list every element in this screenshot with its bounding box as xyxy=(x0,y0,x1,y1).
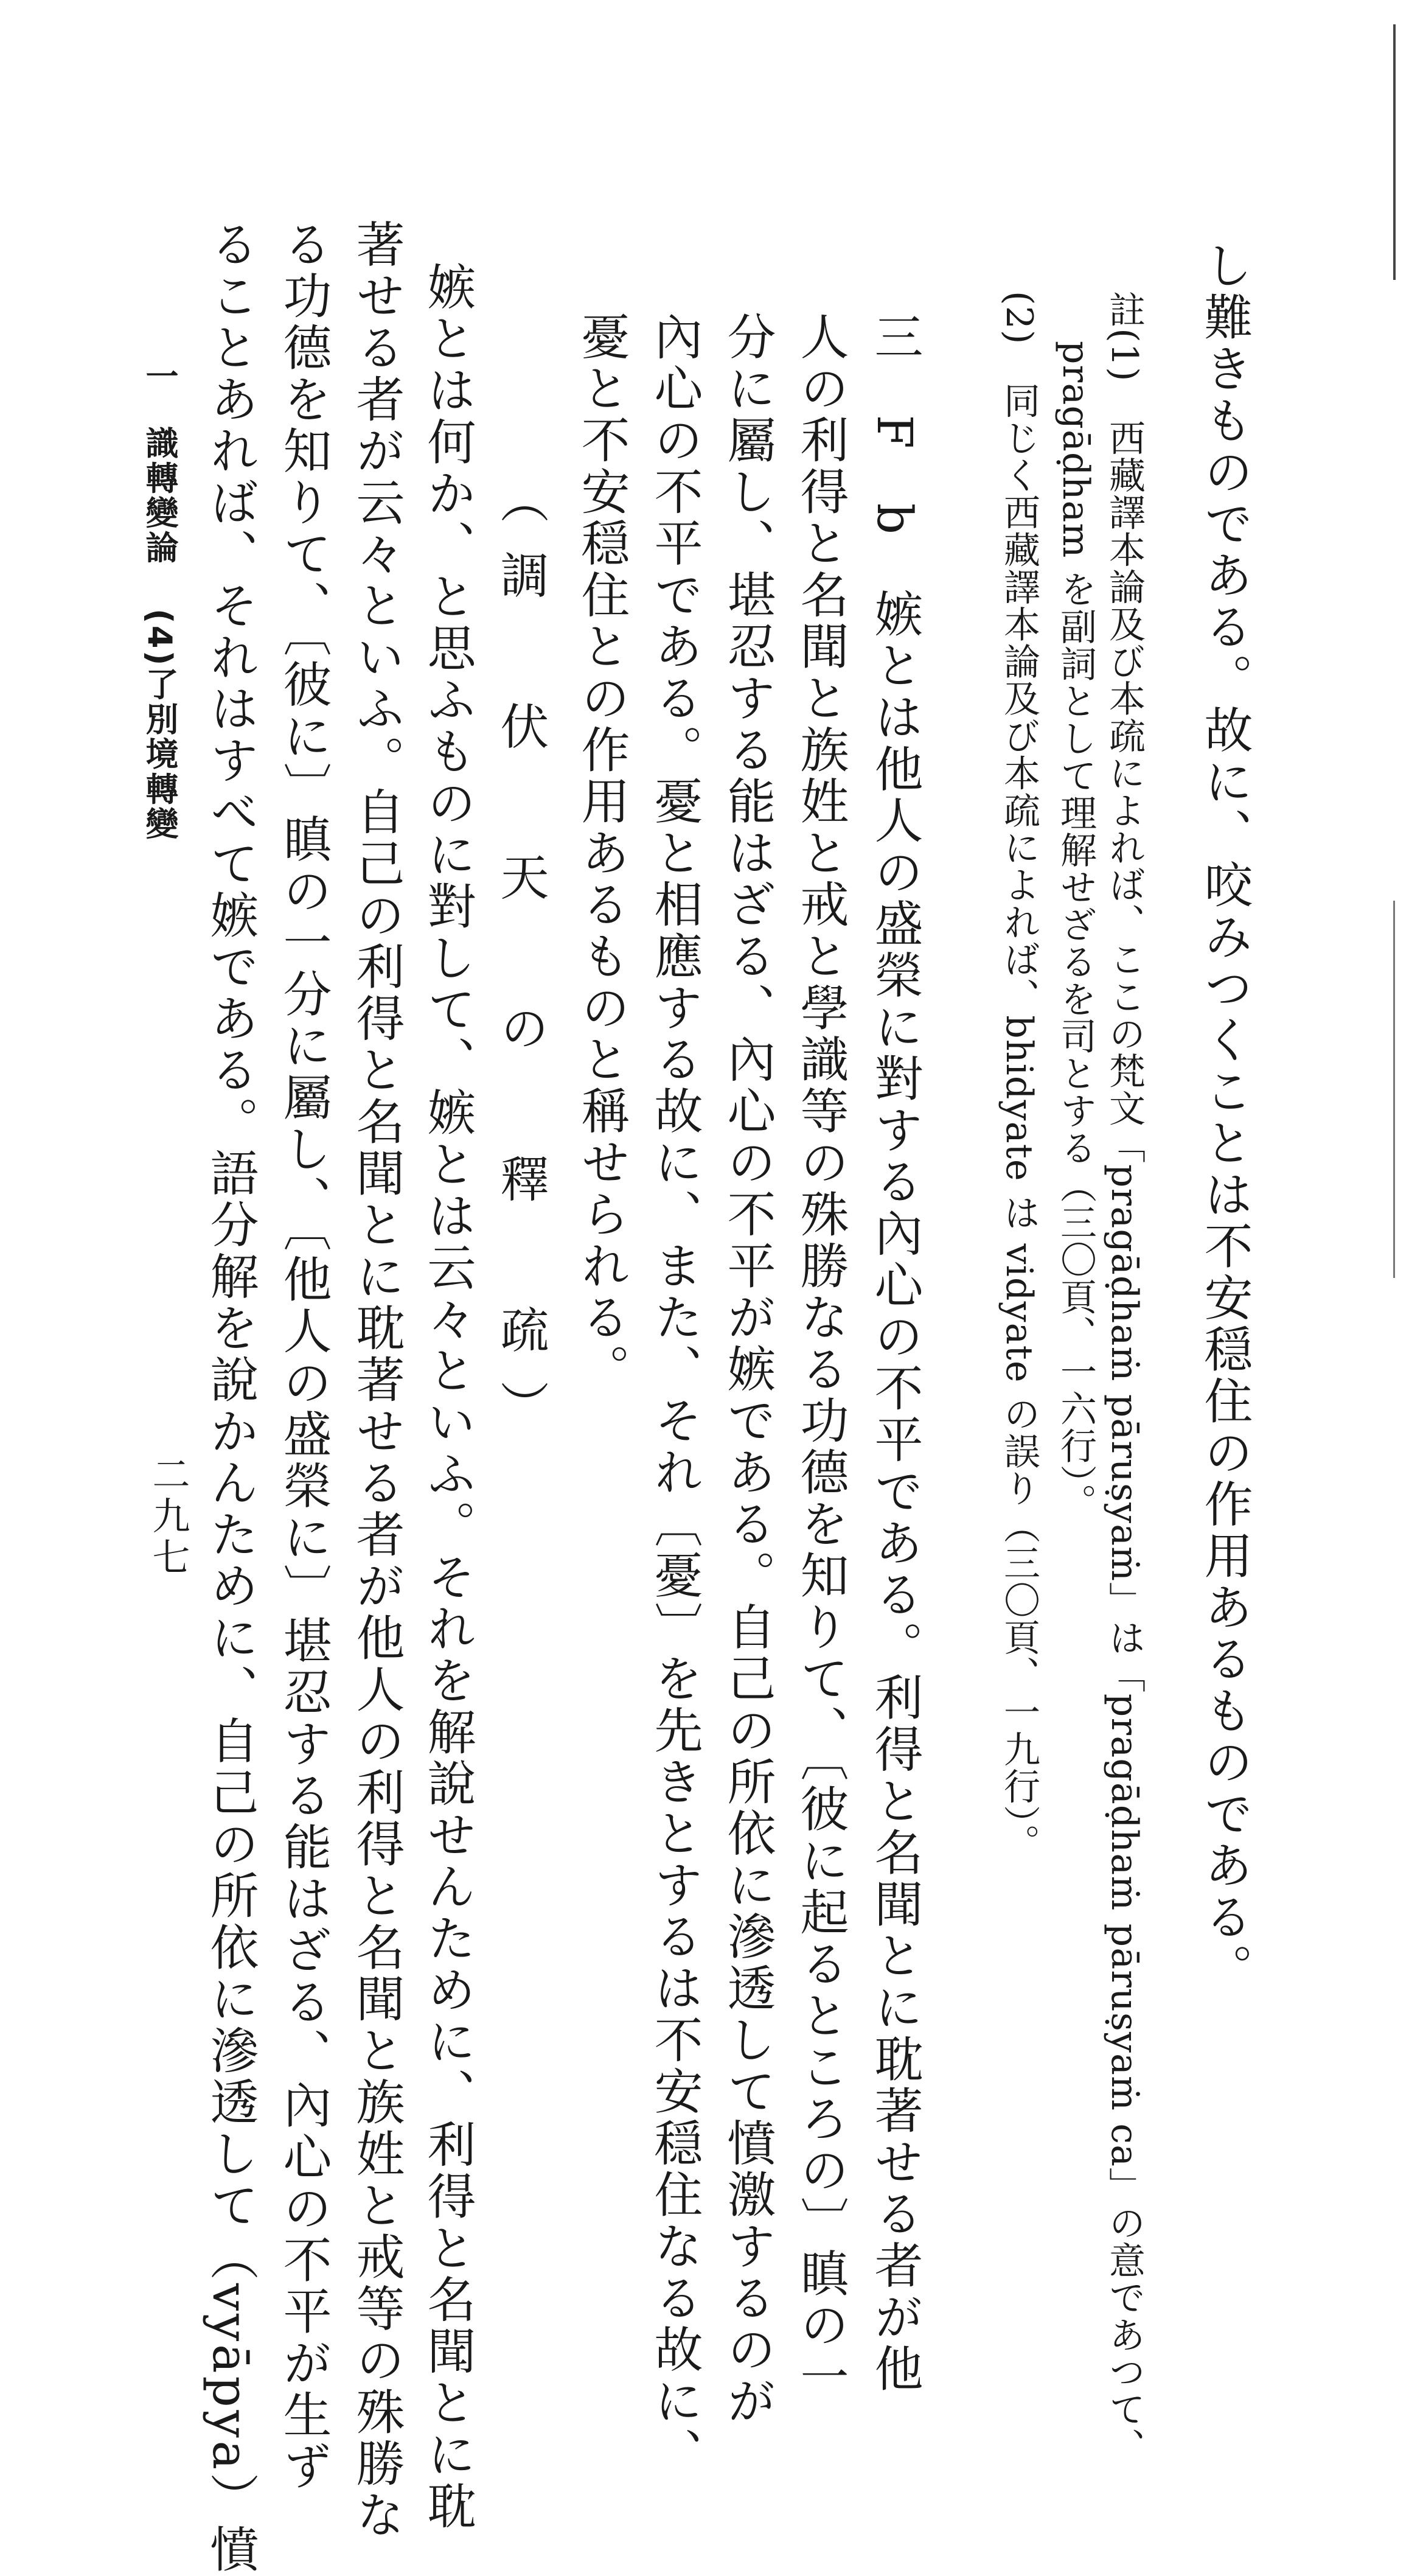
scan-edge-line xyxy=(1393,901,1395,1278)
body-line-2: 三 F b 嫉とは他人の盛榮に對する內心の不平である。利得と名聞とに耽著せる者が他 xyxy=(866,312,923,2395)
footnote-2: (2) 同じく西藏譯本論及び本疏によれば、bhidyate は vidyate の誤り（三〇頁、一九行）。 xyxy=(998,291,1040,1862)
page-number: 二九七 xyxy=(146,1454,190,1579)
body-line-9: る功德を知りて、〔彼に〕瞋の一分に屬し、〔他人の盛榮に〕堪忍する能はざる、內心の不平が生ず xyxy=(275,219,332,2493)
body-line-8: 著せる者が云々といふ。自己の利得と名聞とに耽著せる者が他人の利得と名聞と族姓と戒等の殊勝な xyxy=(348,219,405,2541)
body-line-10: ることあれば、それはすべて嫉である。語分解を說かんために、自己の所依に滲透して（vyāpya）憤 xyxy=(202,219,259,2576)
chapter-mark: 一 xyxy=(141,359,179,394)
body-line-3: 人の利得と名聞と族姓と戒と學識等の殊勝なる功德を知りて、〔彼に起るところの〕瞋の一 xyxy=(792,312,849,2403)
footnote-1: 註(1) 西藏譯本論及び本疏によれば、ここの梵文「pragāḍhaṁ pāruṣyaṁ」は「pragāḍhaṁ pāruṣyaṁ ca」の意であつて、 xyxy=(1103,291,1146,2465)
body-line-7: 嫉とは何か、と思ふものに對して、嫉とは云々といふ。それを解說せんために、利得と名聞とに耽 xyxy=(419,262,476,2533)
body-line-4: 分に屬し、堪忍する能はざる、內心の不平が嫉である。自己の所依に滲透して憤激するのが xyxy=(719,312,776,2428)
running-title: 識轉變論 xyxy=(141,426,179,565)
body-line-6: 憂と不安穏住との作用あるものと稱せられる。 xyxy=(573,312,630,1395)
footnote-1-cont: pragāḍham を副詞として理解せざるを司とする（三〇頁、一六行）。 xyxy=(1054,341,1097,1521)
running-section: (4)了別境轉變 xyxy=(141,609,179,842)
body-line-5: 內心の不平である。憂と相應する故に、また、それ〔憂〕を先きとするは不安穏住なる故に、 xyxy=(646,312,703,2479)
body-line-1: し難きものである。故に、咬みつくことは不安穏住の作用あるものである。 xyxy=(1196,240,1253,1995)
commentary-heading: （調 伏 天 の 釋 疏） xyxy=(492,475,549,1456)
scan-edge-line xyxy=(1393,24,1396,280)
